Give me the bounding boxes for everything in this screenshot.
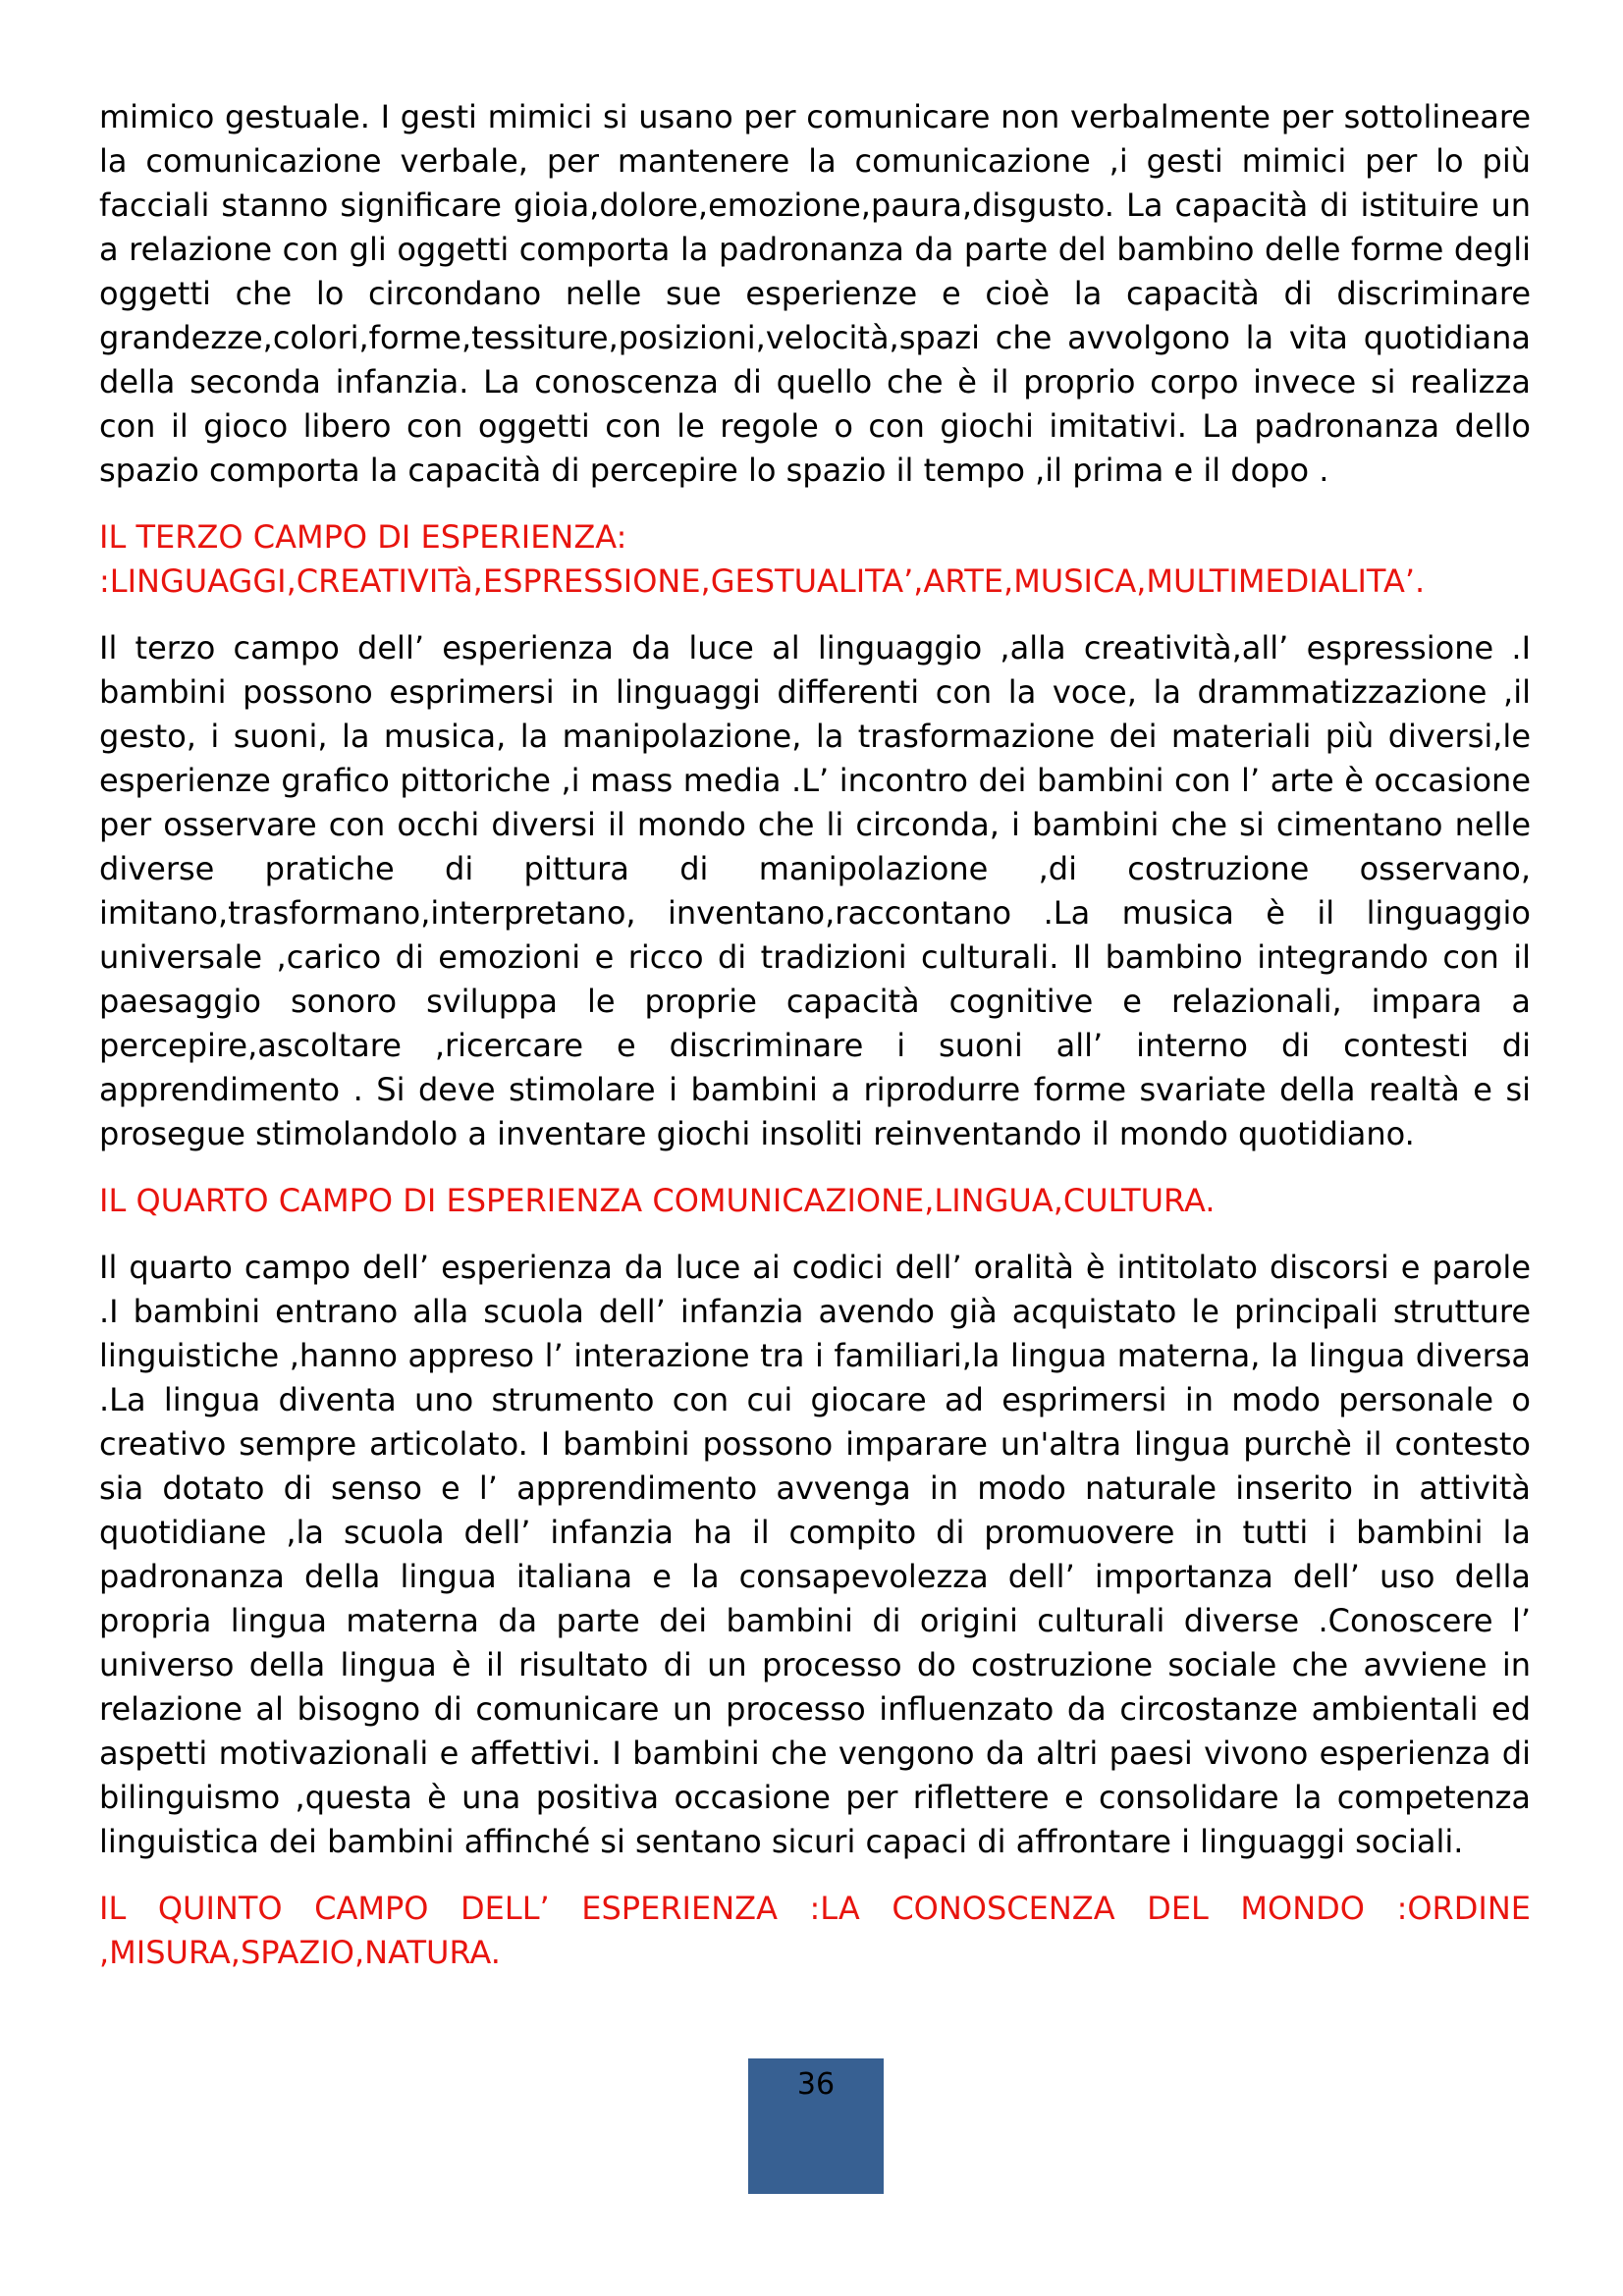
section-heading-fourth-field: IL QUARTO CAMPO DI ESPERIENZA COMUNICAZIONE,LINGUA,CULTURA. [99, 1182, 1216, 1219]
page-content [99, 95, 1531, 1975]
body-paragraph-2: Il terzo campo dell’ esperienza da luce al linguaggio ,alla creatività,all’ espressione .I bambini possono esprimersi in linguaggi differenti con la voce, la drammatizzazione ,il gesto, i suoni, la musica, la manipolazione, la trasformazione dei materiali più diversi,le esperienze grafico pittoriche ,i mass media .L’ incontro dei bambini con l’ arte è occasione per osservare con occhi diversi il mondo che li circonda, i bambini che si cimentano nelle diverse pratiche di pittura di manipolazione ,di costruzione osservano, imitano,trasformano,interpretano, inventano,raccontano .La musica è il linguaggio universale ,carico di emozioni e ricco di tradizioni culturali. Il bambino integrando con il paesaggio sonoro sviluppa le proprie capacità cognitive e relazionali, impara a percepire,ascoltare ,ricercare e discriminare i suoni all’ interno di contesti di apprendimento . Si deve stimolare i bambini a riprodurre forme svariate della realtà e si prosegue stimolandolo a inventare giochi insoliti reinventando il mondo quotidiano. [99, 629, 1531, 1152]
page-number-box [748, 2058, 884, 2194]
section-heading-third-field-line-2: :LINGUAGGI,CREATIVITà,ESPRESSIONE,GESTUALITA’,ARTE,MUSICA,MULTIMEDIALITA’. [99, 562, 1426, 600]
section-heading-fifth-field: IL QUINTO CAMPO DELL’ ESPERIENZA :LA CONOSCENZA DEL MONDO :ORDINE ,MISURA,SPAZIO,NATURA. [99, 1890, 1531, 1971]
body-paragraph-1: mimico gestuale. I gesti mimici si usano per comunicare non verbalmente per sottolineare la comunicazione verbale, per mantenere la comunicazione ,i gesti mimici per lo più facciali stanno significare gioia,dolore,emozione,paura,disgusto. La capacità di istituire un a relazione con gli oggetti comporta la padronanza da parte del bambino delle forme degli oggetti che lo circondano nelle sue esperienze e cioè la capacità di discriminare grandezze,colori,forme,tessiture,posizioni,velocità,spazi che avvolgono la vita quotidiana della seconda infanzia. La conoscenza di quello che è il proprio corpo invece si realizza con il gioco libero con oggetti con le regole o con giochi imitativi. La padronanza dello spazio comporta la capacità di percepire lo spazio il tempo ,il prima e il dopo . [99, 98, 1531, 489]
page-number: 36 [796, 2067, 836, 2102]
body-paragraph-3: Il quarto campo dell’ esperienza da luce ai codici dell’ oralità è intitolato discorsi e parole .I bambini entrano alla scuola dell’ infanzia avendo già acquistato le principali strutture linguistiche ,hanno appreso l’ interazione tra i familiari,la lingua materna, la lingua diversa .La lingua diventa uno strumento con cui giocare ad esprimersi in modo personale o creativo sempre articolato. I bambini possono imparare un'altra lingua purchè il contesto sia dotato di senso e l’ apprendimento avvenga in modo naturale inserito in attività quotidiane ,la scuola dell’ infanzia ha il compito di promuovere in tutti i bambini la padronanza della lingua italiana e la consapevolezza dell’ importanza dell’ uso della propria lingua materna da parte dei bambini di origini culturali diverse .Conoscere l’ universo della lingua è il risultato di un processo do costruzione sociale che avviene in relazione al bisogno di comunicare un processo influenzato da circostanze ambientali ed aspetti motivazionali e affettivi. I bambini che vengono da altri paesi vivono esperienza di bilinguismo ,questa è una positiva occasione per riflettere e consolidare la competenza linguistica dei bambini affinché si sentano sicuri capaci di affrontare i linguaggi sociali. [99, 1249, 1531, 1860]
section-heading-third-field-line-1: IL TERZO CAMPO DI ESPERIENZA: [99, 518, 627, 556]
